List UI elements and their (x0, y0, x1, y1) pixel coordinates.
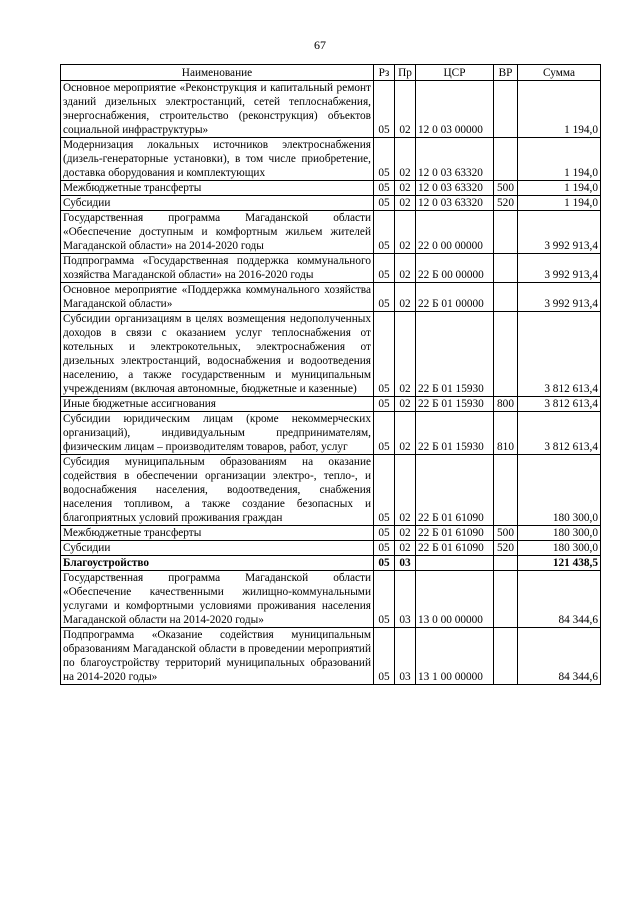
row-sum: 180 300,0 (518, 526, 601, 541)
row-name: Субсидии организациям в целях возмещения недополученных доходов в связи с оказанием услуг теплоснабжения от котельных и электрокотельных, электроснабжения от дизельных электростанций, водоснабжения и водоотведения населению, а также государственным и муниципальным учреждениям (включая автономные, бюджетные и казенные) (61, 312, 374, 397)
row-name: Межбюджетные трансферты (61, 181, 374, 196)
row-pr: 02 (395, 283, 416, 312)
row-vr: 520 (494, 541, 518, 556)
row-name: Государственная программа Магаданской области «Обеспечение доступным и комфортным жильем жителей Магаданской области» на 2014-2020 годы (61, 211, 374, 254)
row-rz: 05 (374, 254, 395, 283)
row-pr: 02 (395, 412, 416, 455)
table-row (61, 571, 601, 628)
row-sum: 1 194,0 (518, 138, 601, 181)
row-vr (494, 571, 518, 628)
row-pr: 02 (395, 312, 416, 397)
row-name: Субсидии юридическим лицам (кроме некоммерческих организаций), индивидуальным предпринимателям, физическим лицам – производителям товаров, работ, услуг (61, 412, 374, 455)
row-csr: 12 0 03 63320 (416, 196, 494, 211)
row-name: Подпрограмма «Государственная поддержка коммунального хозяйства Магаданской области» на 2016-2020 годы (61, 254, 374, 283)
row-vr (494, 556, 518, 571)
column-header-csr: ЦСР (416, 65, 494, 81)
row-vr (494, 628, 518, 685)
row-vr (494, 455, 518, 526)
table-row (61, 412, 601, 455)
row-pr: 02 (395, 397, 416, 412)
row-rz: 05 (374, 211, 395, 254)
row-csr: 22 Б 01 00000 (416, 283, 494, 312)
table-body (61, 81, 601, 685)
row-rz: 05 (374, 181, 395, 196)
row-rz: 05 (374, 628, 395, 685)
row-vr: 800 (494, 397, 518, 412)
row-name: Субсидия муниципальным образованиям на оказание содействия в обеспечении организации электро-, тепло-, и водоснабжения населения, водоотведения, снабжения населения топливом, а также создание безопасных и благоприятных условий проживания граждан (61, 455, 374, 526)
table-row (61, 181, 601, 196)
row-csr (416, 556, 494, 571)
column-header-sum: Сумма (518, 65, 601, 81)
row-name: Субсидии (61, 541, 374, 556)
table-row (61, 312, 601, 397)
column-header-vr: ВР (494, 65, 518, 81)
row-csr: 12 0 03 63320 (416, 181, 494, 196)
row-pr: 02 (395, 526, 416, 541)
row-pr: 02 (395, 254, 416, 283)
row-vr (494, 312, 518, 397)
table-row (61, 211, 601, 254)
row-pr: 02 (395, 81, 416, 138)
row-pr: 02 (395, 211, 416, 254)
row-rz: 05 (374, 541, 395, 556)
row-vr (494, 211, 518, 254)
table-row (61, 254, 601, 283)
row-csr: 12 0 03 00000 (416, 81, 494, 138)
row-sum: 3 992 913,4 (518, 283, 601, 312)
row-vr (494, 254, 518, 283)
row-rz: 05 (374, 526, 395, 541)
row-sum: 3 992 913,4 (518, 211, 601, 254)
table-row (61, 556, 601, 571)
row-name: Субсидии (61, 196, 374, 211)
row-sum: 1 194,0 (518, 181, 601, 196)
row-rz: 05 (374, 397, 395, 412)
row-csr: 22 Б 00 00000 (416, 254, 494, 283)
row-sum: 180 300,0 (518, 541, 601, 556)
row-name: Основное мероприятие «Реконструкция и капитальный ремонт зданий дизельных электростанций, сетей теплоснабжения, энергоснабжения, строительство (реконструкция) объектов социальной инфраструктуры» (61, 81, 374, 138)
row-sum: 3 812 613,4 (518, 412, 601, 455)
table-row (61, 138, 601, 181)
row-rz: 05 (374, 412, 395, 455)
row-vr (494, 138, 518, 181)
row-sum: 180 300,0 (518, 455, 601, 526)
row-pr: 02 (395, 196, 416, 211)
row-csr: 22 Б 01 15930 (416, 397, 494, 412)
row-rz: 05 (374, 455, 395, 526)
table-row (61, 455, 601, 526)
row-rz: 05 (374, 81, 395, 138)
row-sum: 84 344,6 (518, 571, 601, 628)
row-sum: 3 812 613,4 (518, 312, 601, 397)
table-row (61, 526, 601, 541)
row-csr: 22 Б 01 61090 (416, 526, 494, 541)
row-csr: 13 0 00 00000 (416, 571, 494, 628)
row-sum: 3 992 913,4 (518, 254, 601, 283)
row-csr: 13 1 00 00000 (416, 628, 494, 685)
column-header-pr: Пр (395, 65, 416, 81)
row-rz: 05 (374, 196, 395, 211)
table-row (61, 628, 601, 685)
row-csr: 12 0 03 63320 (416, 138, 494, 181)
row-sum: 84 344,6 (518, 628, 601, 685)
table-row (61, 541, 601, 556)
row-pr: 02 (395, 541, 416, 556)
column-header-rz: Рз (374, 65, 395, 81)
row-pr: 02 (395, 455, 416, 526)
row-name: Подпрограмма «Оказание содействия муниципальным образованиям Магаданской области в проведении мероприятий по благоустройству территорий муниципальных образований на 2014-2020 годы» (61, 628, 374, 685)
row-vr: 500 (494, 526, 518, 541)
row-name: Модернизация локальных источников электроснабжения (дизель-генераторные установки), в том числе приобретение, доставка оборудования и комплектующих (61, 138, 374, 181)
row-vr: 520 (494, 196, 518, 211)
row-pr: 03 (395, 628, 416, 685)
row-csr: 22 0 00 00000 (416, 211, 494, 254)
row-rz: 05 (374, 571, 395, 628)
row-name: Иные бюджетные ассигнования (61, 397, 374, 412)
row-sum: 121 438,5 (518, 556, 601, 571)
row-rz: 05 (374, 556, 395, 571)
row-csr: 22 Б 01 61090 (416, 541, 494, 556)
row-vr: 500 (494, 181, 518, 196)
row-pr: 03 (395, 556, 416, 571)
row-pr: 03 (395, 571, 416, 628)
table-row (61, 397, 601, 412)
row-name: Межбюджетные трансферты (61, 526, 374, 541)
table-row (61, 196, 601, 211)
row-rz: 05 (374, 138, 395, 181)
row-sum: 1 194,0 (518, 81, 601, 138)
budget-table (60, 64, 601, 685)
row-rz: 05 (374, 312, 395, 397)
column-header-name: Наименование (61, 65, 374, 81)
page-number: 67 (314, 38, 326, 52)
row-rz: 05 (374, 283, 395, 312)
table-header-row (61, 65, 601, 81)
row-csr: 22 Б 01 61090 (416, 455, 494, 526)
row-sum: 1 194,0 (518, 196, 601, 211)
row-vr (494, 81, 518, 138)
row-pr: 02 (395, 181, 416, 196)
row-vr (494, 283, 518, 312)
table-row (61, 283, 601, 312)
row-csr: 22 Б 01 15930 (416, 412, 494, 455)
row-vr: 810 (494, 412, 518, 455)
row-csr: 22 Б 01 15930 (416, 312, 494, 397)
row-sum: 3 812 613,4 (518, 397, 601, 412)
row-name: Основное мероприятие «Поддержка коммунального хозяйства Магаданской области» (61, 283, 374, 312)
row-pr: 02 (395, 138, 416, 181)
row-name: Государственная программа Магаданской области «Обеспечение качественными жилищно-коммунальными услугами и комфортными условиями проживания населения Магаданской области на 2014-2020 годы» (61, 571, 374, 628)
table-row (61, 81, 601, 138)
row-name: Благоустройство (61, 556, 374, 571)
